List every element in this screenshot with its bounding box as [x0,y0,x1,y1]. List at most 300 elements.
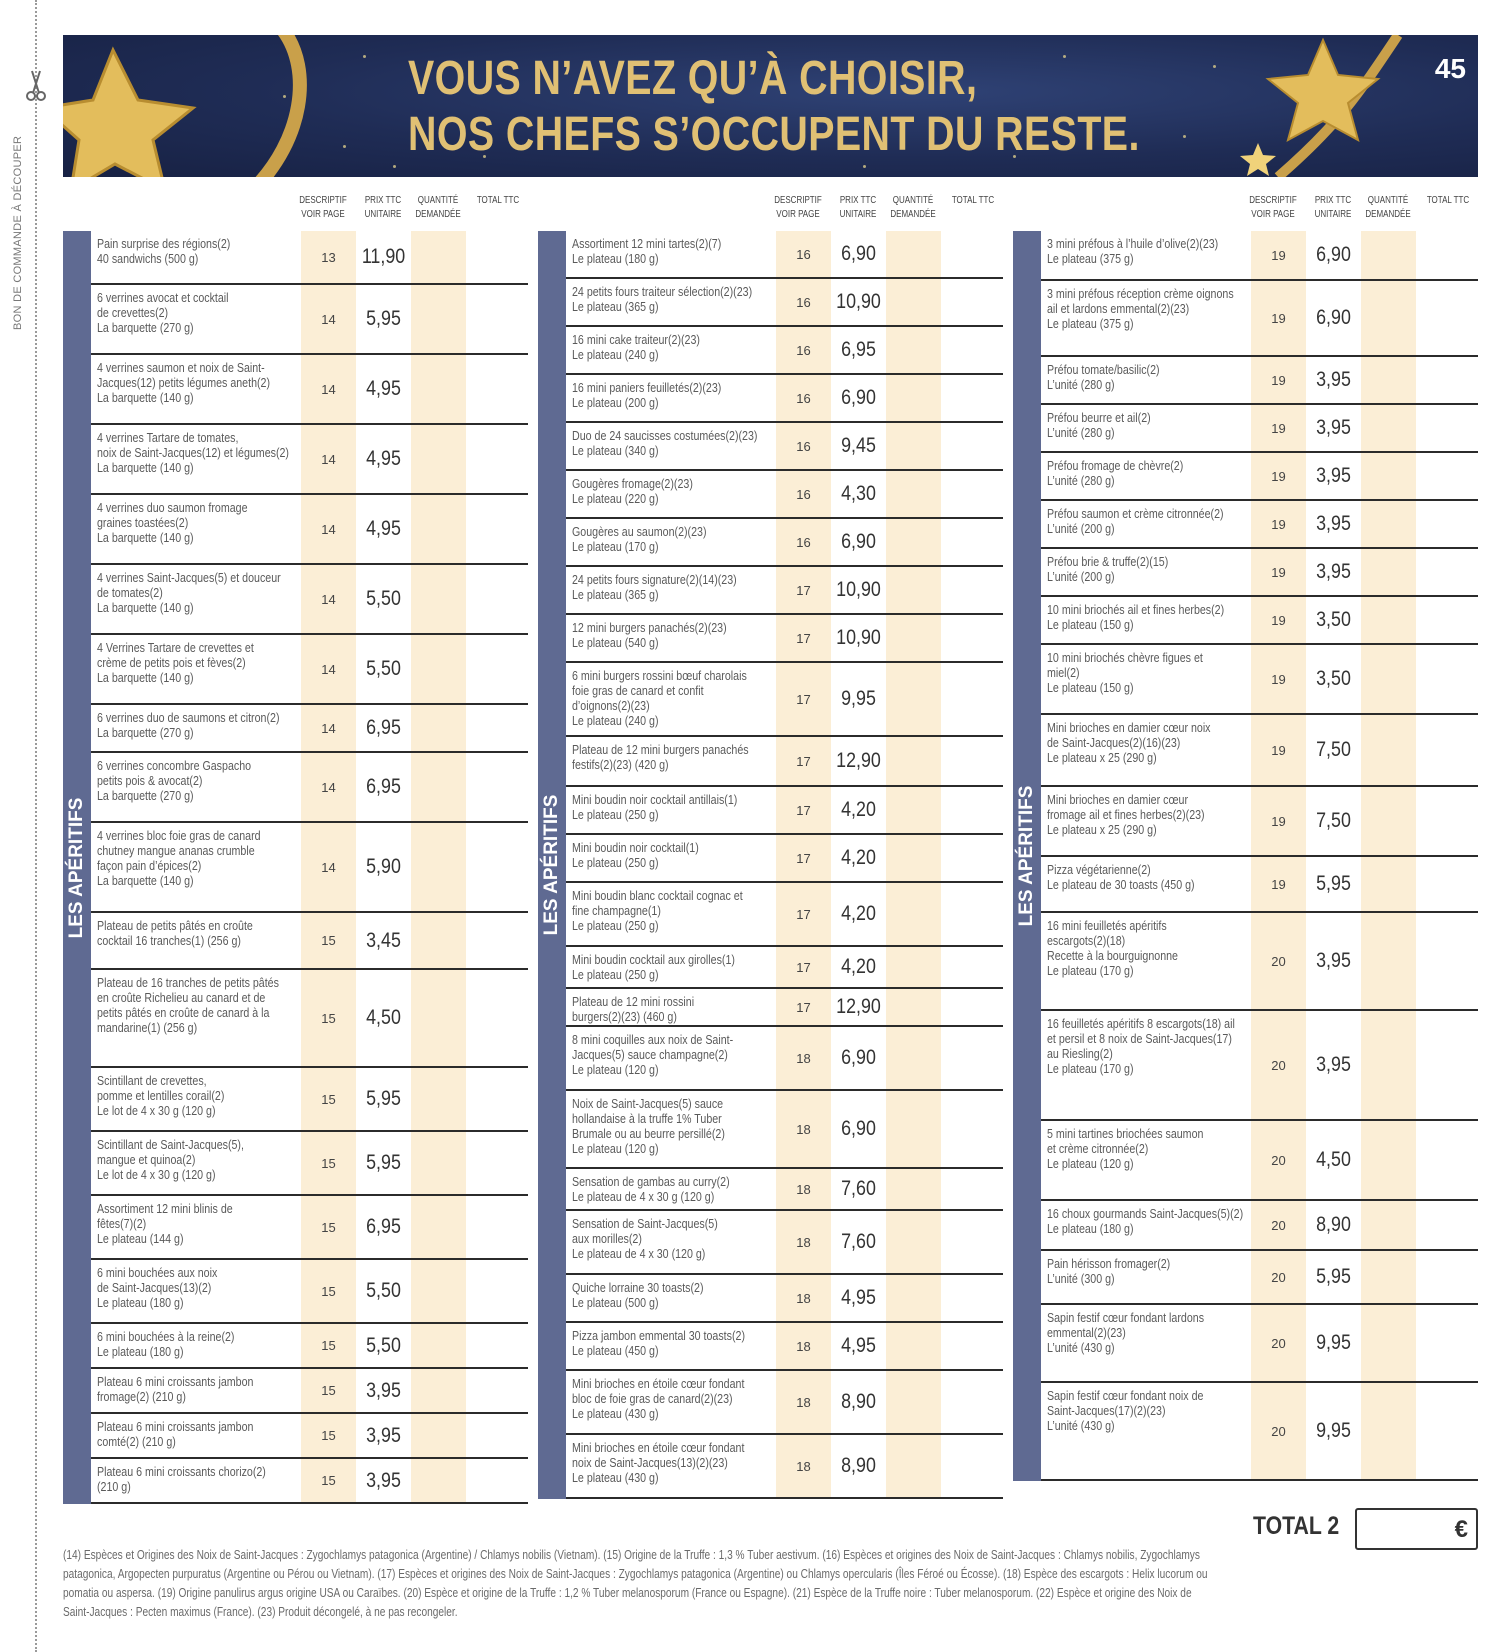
quantity-input[interactable] [886,663,941,735]
table-row [1041,1011,1478,1121]
total-input[interactable] [1355,1508,1478,1550]
page-reference: 19 [1251,715,1306,785]
unit-price: 4,20 [841,798,876,821]
page-reference: 15 [301,1260,356,1322]
quantity-input[interactable] [1361,1305,1416,1381]
page-reference: 17 [776,663,831,735]
table-row [1041,501,1478,549]
total-cell[interactable] [941,471,1003,517]
section-label: LES APÉRITIFS [541,794,562,936]
table-row [91,635,528,705]
table-row [1041,1121,1478,1201]
page-reference: 17 [776,989,831,1025]
unit-price: 5,95 [1316,1265,1351,1288]
page-reference: 14 [301,823,356,911]
table-row [1041,453,1478,501]
total-cell[interactable] [466,425,528,493]
total-cell[interactable] [941,327,1003,373]
product-description: 4 verrines Tartare de tomates, noix de Saint-Jacques(12) et légumes(2) La barquette (140 g) [97,430,289,475]
total-cell[interactable] [1416,597,1478,643]
quantity-input[interactable] [1361,1251,1416,1303]
total-cell[interactable] [941,1027,1003,1089]
quantity-input[interactable] [1361,453,1416,499]
product-description: 4 verrines duo saumon fromage graines toastées(2) La barquette (140 g) [97,500,248,545]
unit-price: 7,50 [1316,738,1351,761]
unit-price: 6,95 [366,775,401,798]
total-cell[interactable] [941,519,1003,565]
product-description: 24 petits fours signature(2)(14)(23) Le plateau (365 g) [572,572,737,602]
page-reference: 15 [301,1132,356,1194]
table-row [1041,357,1478,405]
quantity-input[interactable] [411,913,466,968]
total-cell[interactable] [466,1369,528,1412]
total-cell[interactable] [466,1260,528,1322]
page-reference: 17 [776,737,831,785]
page-reference: 18 [776,1435,831,1497]
quantity-input[interactable] [1361,1201,1416,1249]
quantity-input[interactable] [886,471,941,517]
quantity-input[interactable] [886,375,941,421]
total-cell[interactable] [1416,857,1478,911]
quantity-input[interactable] [1361,281,1416,355]
unit-price: 4,95 [841,1334,876,1357]
table-row [566,567,1003,615]
total-cell[interactable] [466,635,528,703]
quantity-input[interactable] [1361,1121,1416,1199]
quantity-input[interactable] [1361,597,1416,643]
product-description: Mini boudin noir cocktail(1) Le plateau (250 g) [572,840,699,870]
page-reference: 18 [776,1323,831,1369]
total-cell[interactable] [941,737,1003,785]
quantity-input[interactable] [1361,501,1416,547]
header-descriptif: DESCRIPTIF VOIR PAGE [774,195,822,220]
header-quantite: QUANTITÉ DEMANDÉE [415,195,461,220]
total-cell[interactable] [466,1068,528,1130]
total-cell[interactable] [1416,281,1478,355]
quantity-input[interactable] [886,279,941,325]
total-cell[interactable] [466,355,528,423]
page-reference: 20 [1251,1383,1306,1479]
product-description: Préfou saumon et crème citronnée(2) L’unité (200 g) [1047,506,1224,536]
total-cell[interactable] [466,1324,528,1367]
product-description: 4 verrines Saint-Jacques(5) et douceur de tomates(2) La barquette (140 g) [97,570,281,615]
table-row [1041,281,1478,357]
total-cell[interactable] [941,663,1003,735]
unit-price: 5,50 [366,657,401,680]
order-column-2 [538,186,1003,1485]
unit-price: 5,95 [366,307,401,330]
order-table [538,231,1003,1499]
unit-price: 6,90 [1316,306,1351,329]
table-row [566,787,1003,835]
unit-price: 5,95 [366,1151,401,1174]
page-reference: 14 [301,285,356,353]
product-description: 4 verrines saumon et noix de Saint- Jacques(12) petits légumes aneth(2) La barquette (140 g) [97,360,271,405]
unit-price: 7,50 [1316,809,1351,832]
total-cell[interactable] [941,835,1003,881]
cut-label: BON DE COMMANDE À DÉCOUPER [12,135,24,330]
order-column-1 [63,186,528,1494]
quantity-input[interactable] [886,947,941,987]
product-description: Mini brioches en damier cœur noix de Saint-Jacques(2)(16)(23) Le plateau x 25 (290 g) [1047,720,1211,765]
page-reference: 17 [776,615,831,661]
quantity-input[interactable] [886,787,941,833]
unit-price: 10,90 [836,290,881,313]
page-reference: 15 [301,1414,356,1457]
unit-price: 6,90 [1316,243,1351,266]
quantity-input[interactable] [886,835,941,881]
table-row [566,737,1003,787]
total-cell[interactable] [941,883,1003,945]
total-cell[interactable] [466,1132,528,1194]
product-description: Scintillant de Saint-Jacques(5), mangue et quinoa(2) Le lot de 4 x 30 g (120 g) [97,1137,244,1182]
unit-price: 6,95 [366,716,401,739]
total-cell[interactable] [1416,1201,1478,1249]
total-cell[interactable] [1416,1251,1478,1303]
product-description: Sensation de Saint-Jacques(5) aux morilles(2) Le plateau de 4 x 30 (120 g) [572,1216,718,1261]
table-row [1041,1251,1478,1305]
unit-price: 5,95 [366,1087,401,1110]
table-row [91,1260,528,1324]
total-cell[interactable] [941,567,1003,613]
page-reference: 19 [1251,549,1306,595]
page-reference: 17 [776,567,831,613]
quantity-input[interactable] [1361,857,1416,911]
total-cell[interactable] [941,1323,1003,1369]
table-row [91,823,528,913]
quantity-input[interactable] [1361,645,1416,713]
quantity-input[interactable] [886,423,941,469]
quantity-input[interactable] [411,1132,466,1194]
product-description: 6 verrines concombre Gaspacho petits pois & avocat(2) La barquette (270 g) [97,758,252,803]
product-description: Sapin festif cœur fondant noix de Saint-Jacques(17)(2)(23) L’unité (430 g) [1047,1388,1204,1433]
table-row [91,913,528,970]
unit-price: 5,90 [366,855,401,878]
page-reference: 16 [776,471,831,517]
product-description: 5 mini tartines briochées saumon et crème citronnée(2) Le plateau (120 g) [1047,1126,1204,1171]
page-reference: 14 [301,705,356,751]
quantity-input[interactable] [411,565,466,633]
page-reference: 18 [776,1169,831,1209]
unit-price: 6,95 [366,1215,401,1238]
unit-price: 5,95 [1316,872,1351,895]
page-reference: 16 [776,519,831,565]
total-cell[interactable] [466,231,528,283]
total-cell[interactable] [466,753,528,821]
total-cell[interactable] [466,1459,528,1502]
page-reference: 19 [1251,405,1306,451]
page-reference: 14 [301,635,356,703]
quantity-input[interactable] [411,1068,466,1130]
quantity-input[interactable] [1361,357,1416,403]
unit-price: 12,90 [836,995,881,1018]
quantity-input[interactable] [1361,549,1416,595]
total-cell[interactable] [941,231,1003,277]
table-row [566,231,1003,279]
quantity-input[interactable] [411,1369,466,1412]
product-description: 16 mini paniers feuilletés(2)(23) Le plateau (200 g) [572,380,722,410]
page-reference: 15 [301,1459,356,1502]
product-description: Mini brioches en étoile cœur fondant bloc de foie gras de canard(2)(23) Le plateau (430 g) [572,1376,745,1421]
quantity-input[interactable] [411,970,466,1066]
page-reference: 19 [1251,231,1306,279]
table-row [1041,787,1478,857]
page-reference: 15 [301,1369,356,1412]
unit-price: 7,60 [841,1177,876,1200]
product-description: Mini boudin blanc cocktail cognac et fine champagne(1) Le plateau (250 g) [572,888,743,933]
table-row [566,279,1003,327]
page-reference: 18 [776,1275,831,1321]
total-cell[interactable] [1416,1011,1478,1119]
total-cell[interactable] [1416,453,1478,499]
quantity-input[interactable] [411,355,466,423]
table-row [566,1211,1003,1275]
quantity-input[interactable] [886,519,941,565]
total-cell[interactable] [941,1435,1003,1497]
quantity-input[interactable] [1361,1011,1416,1119]
total-cell[interactable] [941,1211,1003,1273]
header-quantite: QUANTITÉ DEMANDÉE [890,195,936,220]
product-description: 3 mini préfous réception crème oignons ail et lardons emmental(2)(23) Le plateau (375 g) [1047,286,1234,331]
product-description: 3 mini préfous à l’huile d’olive(2)(23) Le plateau (375 g) [1047,236,1219,266]
total-cell[interactable] [1416,715,1478,785]
table-row [566,519,1003,567]
total-cell[interactable] [1416,501,1478,547]
column-header [538,186,1003,232]
total-cell[interactable] [1416,231,1478,279]
table-row [1041,597,1478,645]
quantity-input[interactable] [886,883,941,945]
quantity-input[interactable] [886,1027,941,1089]
total-cell[interactable] [466,705,528,751]
quantity-input[interactable] [1361,231,1416,279]
product-description: 12 mini burgers panachés(2)(23) Le plateau (540 g) [572,620,727,650]
total-cell[interactable] [1416,357,1478,403]
total-cell[interactable] [466,913,528,968]
page-reference: 20 [1251,1305,1306,1381]
quantity-input[interactable] [411,1260,466,1322]
product-description: Scintillant de crevettes, pomme et lentilles corail(2) Le lot de 4 x 30 g (120 g) [97,1073,225,1118]
unit-price: 10,90 [836,578,881,601]
quantity-input[interactable] [1361,405,1416,451]
table-row [91,425,528,495]
unit-price: 3,50 [1316,667,1351,690]
unit-price: 6,90 [841,386,876,409]
quantity-input[interactable] [411,1414,466,1457]
product-description: Duo de 24 saucisses costumées(2)(23) Le plateau (340 g) [572,428,758,458]
page-reference: 16 [776,327,831,373]
table-row [566,375,1003,423]
page-reference: 14 [301,495,356,563]
unit-price: 8,90 [841,1454,876,1477]
table-row [1041,1201,1478,1251]
product-description: 24 petits fours traiteur sélection(2)(23) Le plateau (365 g) [572,284,753,314]
header-prix: PRIX TTC UNITAIRE [839,195,877,220]
quantity-input[interactable] [411,753,466,821]
quantity-input[interactable] [411,1196,466,1258]
product-description: Plateau de 16 tranches de petits pâtés en croûte Richelieu au canard et de petits pâtés en croûte de canard à la mandarine(1) (256 g) [97,975,279,1035]
order-column-3 [1013,186,1478,1442]
page-reference: 20 [1251,1121,1306,1199]
header-total: TOTAL TTC [1426,195,1470,206]
quantity-input[interactable] [411,425,466,493]
quantity-input[interactable] [411,705,466,751]
quantity-input[interactable] [1361,913,1416,1009]
quantity-input[interactable] [886,1211,941,1273]
total-cell[interactable] [1416,787,1478,855]
table-row [91,753,528,823]
total-cell[interactable] [1416,1383,1478,1479]
unit-price: 10,90 [836,626,881,649]
total-cell[interactable] [466,285,528,353]
total-cell[interactable] [941,423,1003,469]
table-row [91,1196,528,1260]
total-cell[interactable] [1416,1121,1478,1199]
table-row [1041,1383,1478,1481]
quantity-input[interactable] [886,1275,941,1321]
unit-price: 4,30 [841,482,876,505]
header-banner [63,35,1478,177]
quantity-input[interactable] [886,1371,941,1433]
page-reference: 16 [776,231,831,277]
table-row [566,1027,1003,1091]
quantity-input[interactable] [411,285,466,353]
total-cell[interactable] [466,495,528,563]
total-cell[interactable] [941,1091,1003,1167]
quantity-input[interactable] [886,615,941,661]
page-reference: 14 [301,565,356,633]
table-row [1041,1305,1478,1383]
quantity-input[interactable] [1361,787,1416,855]
quantity-input[interactable] [886,1091,941,1167]
quantity-input[interactable] [411,823,466,911]
product-description: Sapin festif cœur fondant lardons emmental(2)(23) L’unité (430 g) [1047,1310,1205,1355]
total-cell[interactable] [1416,913,1478,1009]
table-row [91,1414,528,1459]
page-reference: 14 [301,753,356,821]
product-description: Plateau de 12 mini rossini burgers(2)(23) (460 g) [572,994,695,1024]
unit-price: 3,95 [1316,368,1351,391]
unit-price: 6,95 [841,338,876,361]
table-row [1041,857,1478,913]
total-cell[interactable] [1416,1305,1478,1381]
order-table [63,231,528,1504]
unit-price: 9,45 [841,434,876,457]
quantity-input[interactable] [411,1324,466,1367]
page-reference: 13 [301,231,356,283]
quantity-input[interactable] [886,567,941,613]
table-row [566,423,1003,471]
page-reference: 20 [1251,1251,1306,1303]
quantity-input[interactable] [411,231,466,283]
total-cell[interactable] [941,947,1003,987]
product-description: 4 verrines bloc foie gras de canard chutney mangue ananas crumble façon pain d’épices(2) La barquette (140 g) [97,828,261,888]
total-cell[interactable] [466,823,528,911]
section-sidebar [538,231,566,1499]
unit-price: 9,95 [1316,1419,1351,1442]
unit-price: 6,90 [841,242,876,265]
table-row [566,947,1003,989]
product-description: Préfou brie & truffe(2)(15) L’unité (200 g) [1047,554,1169,584]
total-cell[interactable] [466,1414,528,1457]
quantity-input[interactable] [411,1459,466,1502]
currency-symbol: € [1454,1516,1468,1543]
unit-price: 8,90 [1316,1213,1351,1236]
page-reference: 16 [776,423,831,469]
quantity-input[interactable] [886,1435,941,1497]
quantity-input[interactable] [411,495,466,563]
total-cell[interactable] [1416,549,1478,595]
product-description: Préfou tomate/basilic(2) L’unité (280 g) [1047,362,1160,392]
page-reference: 15 [301,1324,356,1367]
total-cell[interactable] [941,279,1003,325]
product-description: 10 mini briochés chèvre figues et miel(2) Le plateau (150 g) [1047,650,1203,695]
total-cell[interactable] [941,787,1003,833]
page-reference: 16 [776,279,831,325]
total-cell[interactable] [466,565,528,633]
total-cell[interactable] [1416,405,1478,451]
table-row [91,355,528,425]
quantity-input[interactable] [1361,1383,1416,1479]
total-cell[interactable] [941,615,1003,661]
unit-price: 4,20 [841,902,876,925]
total-cell[interactable] [466,970,528,1066]
quantity-input[interactable] [886,989,941,1025]
quantity-input[interactable] [1361,715,1416,785]
unit-price: 3,45 [366,928,401,952]
page-reference: 18 [776,1371,831,1433]
quantity-input[interactable] [886,231,941,277]
page-reference: 17 [776,947,831,987]
product-description: Pain surprise des régions(2) 40 sandwichs (500 g) [97,236,231,266]
page-reference: 19 [1251,501,1306,547]
gold-star-icon [63,35,313,177]
page-reference: 17 [776,883,831,945]
total-cell[interactable] [941,1371,1003,1433]
total-cell[interactable] [941,1275,1003,1321]
product-description: 8 mini coquilles aux noix de Saint- Jacques(5) sauce champagne(2) Le plateau (120 g) [572,1032,734,1077]
page-reference: 19 [1251,281,1306,355]
total-cell[interactable] [941,989,1003,1025]
product-description: Sensation de gambas au curry(2) Le plateau de 4 x 30 g (120 g) [572,1174,730,1204]
total-cell[interactable] [941,375,1003,421]
table-row [91,1324,528,1369]
page-reference: 17 [776,787,831,833]
total-cell[interactable] [941,1169,1003,1209]
page-reference: 18 [776,1091,831,1167]
table-row [566,883,1003,947]
total-cell[interactable] [466,1196,528,1258]
unit-price: 6,90 [841,1046,876,1069]
product-description: Pain hérisson fromager(2) L’unité (300 g) [1047,1256,1171,1286]
quantity-input[interactable] [886,737,941,785]
cut-line [35,0,37,1652]
table-row [91,1132,528,1196]
table-row [566,615,1003,663]
product-description: 16 choux gourmands Saint-Jacques(5)(2) Le plateau (180 g) [1047,1206,1244,1236]
quantity-input[interactable] [411,635,466,703]
total-cell[interactable] [1416,645,1478,713]
quantity-input[interactable] [886,1169,941,1209]
unit-price: 6,90 [841,530,876,553]
page-reference: 19 [1251,787,1306,855]
quantity-input[interactable] [886,327,941,373]
table-row [1041,645,1478,715]
product-description: Mini boudin cocktail aux girolles(1) Le plateau (250 g) [572,952,735,982]
order-table [1013,231,1478,1481]
quantity-input[interactable] [886,1323,941,1369]
table-row [91,285,528,355]
